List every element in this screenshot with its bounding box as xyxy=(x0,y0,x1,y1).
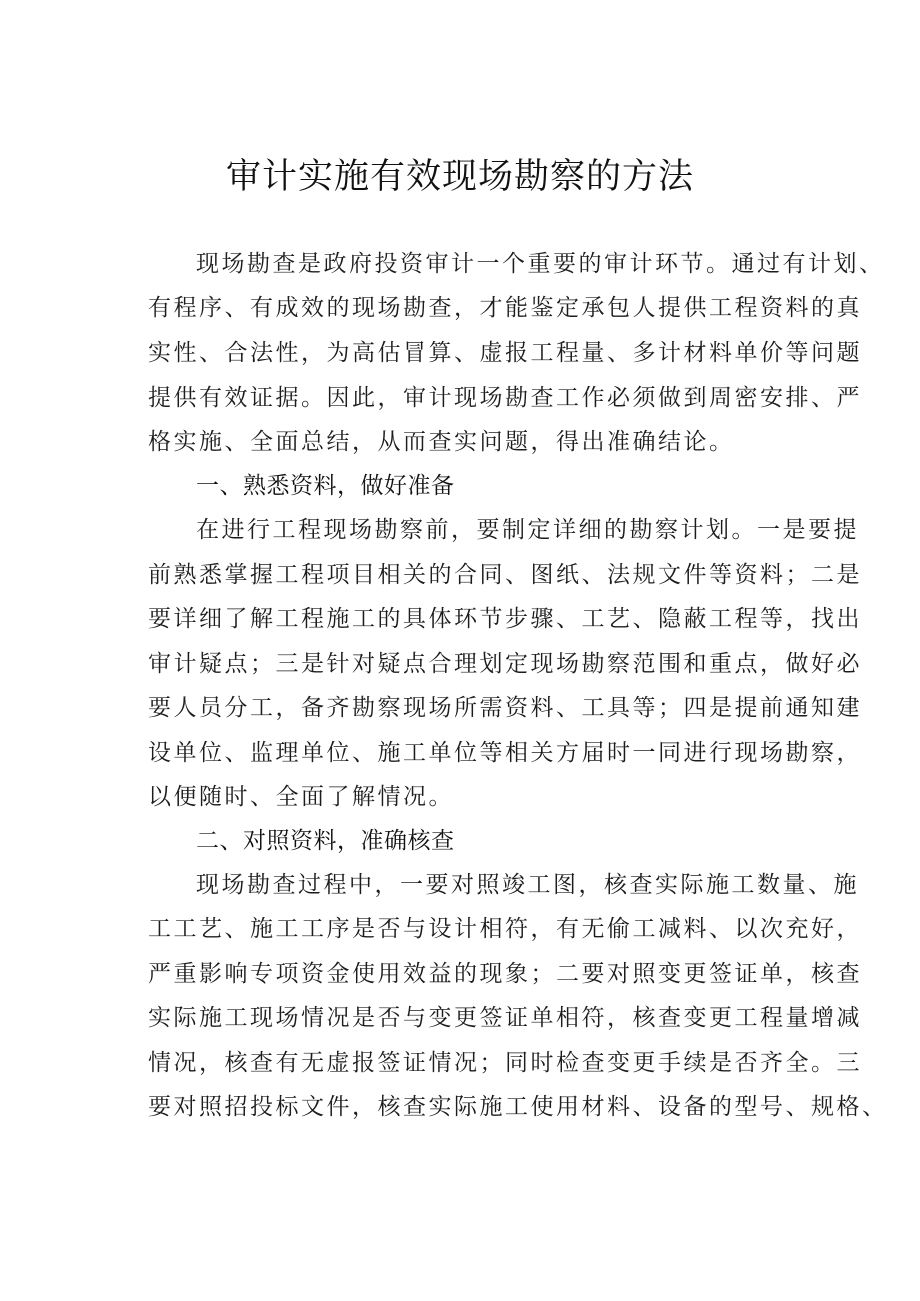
paragraph-line: 严重影响专项资金使用效益的现象；二要对照变更签证单，核查 xyxy=(148,961,862,987)
paragraph-line: 前熟悉掌握工程项目相关的合同、图纸、法规文件等资料；二是 xyxy=(148,562,862,588)
paragraph-line: 现场勘查是政府投资审计一个重要的审计环节。通过有计划、 xyxy=(196,251,885,277)
paragraph-line: 要详细了解工程施工的具体环节步骤、工艺、隐蔽工程等，找出 xyxy=(148,606,862,632)
paragraph-line: 格实施、全面总结，从而查实问题，得出准确结论。 xyxy=(148,429,735,455)
paragraph-line: 要人员分工，备齐勘察现场所需资料、工具等；四是提前通知建 xyxy=(148,695,862,721)
paragraph-line: 要对照招投标文件，核查实际施工使用材料、设备的型号、规格、 xyxy=(148,1094,888,1120)
section-heading-1: 一、熟悉资料，做好准备 xyxy=(196,473,455,499)
paragraph-line: 设单位、监理单位、施工单位等相关方届时一同进行现场勘察， xyxy=(148,740,862,766)
paragraph-line: 现场勘查过程中，一要对照竣工图，核查实际施工数量、施 xyxy=(196,872,859,898)
paragraph-line: 提供有效证据。因此，审计现场勘查工作必须做到周密安排、严 xyxy=(148,385,862,411)
paragraph-line: 在进行工程现场勘察前，要制定详细的勘察计划。一是要提 xyxy=(196,517,859,543)
paragraph-line: 审计疑点；三是针对疑点合理划定现场勘察范围和重点，做好必 xyxy=(148,651,862,677)
paragraph-line: 实际施工现场情况是否与变更签证单相符，核查变更工程量增减 xyxy=(148,1005,862,1031)
document-title: 审计实施有效现场勘察的方法 xyxy=(225,157,694,197)
paragraph-line: 以便随时、全面了解情况。 xyxy=(148,784,454,810)
paragraph-line: 情况，核查有无虚报签证情况；同时检查变更手续是否齐全。三 xyxy=(148,1050,862,1076)
paragraph-line: 有程序、有成效的现场勘查，才能鉴定承包人提供工程资料的真 xyxy=(148,295,862,321)
paragraph-line: 工工艺、施工工序是否与设计相符，有无偷工减料、以次充好， xyxy=(148,916,862,942)
paragraph-line: 实性、合法性，为高估冒算、虚报工程量、多计材料单价等问题 xyxy=(148,340,862,366)
section-heading-2: 二、对照资料，准确核查 xyxy=(196,828,455,854)
